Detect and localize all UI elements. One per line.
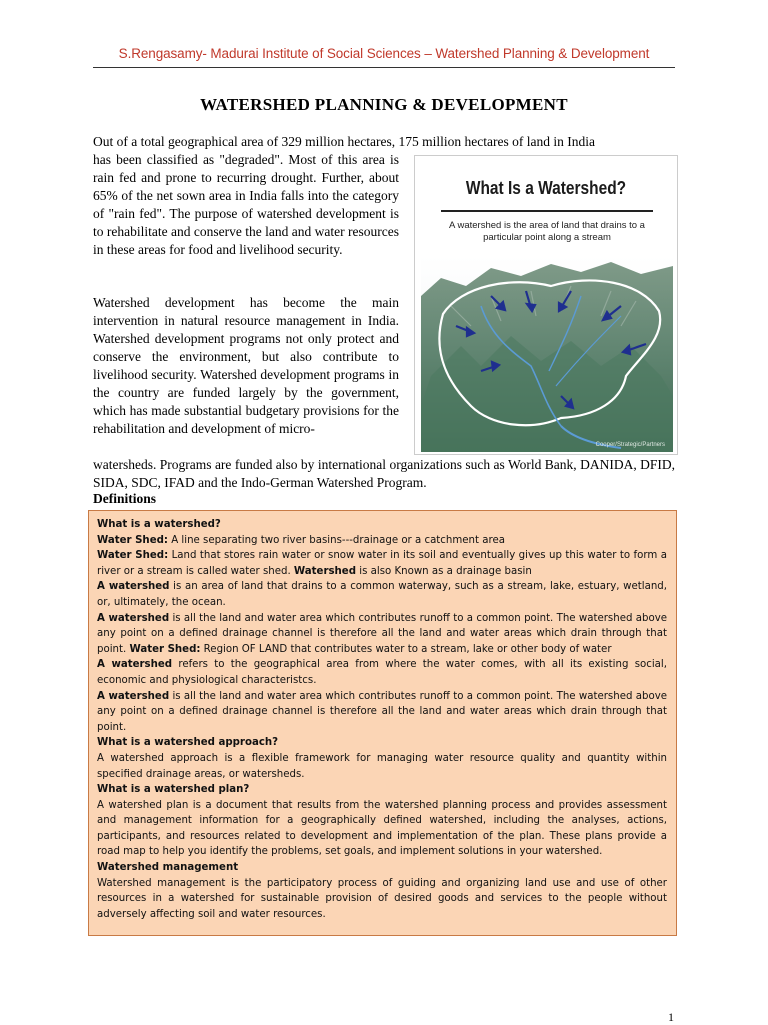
figure-caption: A watershed is the area of land that drains to a particular point along a stream bbox=[449, 220, 645, 243]
watershed-terrain-image bbox=[421, 256, 673, 452]
intro-paragraph: has been classified as "degraded". Most of this area is rain fed and prone to recurring drought. Further, about 65% of the net sown area in India falls into the category of "rain fed". The purpose of watershed development is to rehabilitate and conserve the land and water resources in these areas for food and livelihood security. bbox=[93, 152, 399, 257]
figure-credit: Cooper/Strategic/Partners bbox=[595, 442, 665, 448]
answer-watershed-approach: A watershed approach is a flexible framework for managing water resource quality and quantity within specified drainage areas, or watersheds. bbox=[97, 752, 667, 780]
definitions-box bbox=[88, 510, 677, 936]
definitions-heading: Definitions bbox=[93, 491, 157, 506]
definition-term: A watershed bbox=[97, 612, 170, 624]
definition-term: Water Shed: bbox=[97, 550, 169, 562]
definition-term: Watershed bbox=[293, 565, 356, 577]
answer-watershed-plan: A watershed plan is a document that results from the watershed planning process and provides assessment and management information for a geographically defined watershed, including the analyses, actions, participants, and resources related to development and implementation of the plan. These plans provide a road map to help you identify the problems, set goals, and implement solutions in your watershed. bbox=[97, 799, 667, 858]
funding-paragraph: Watershed development has become the main intervention in natural resource management in India. Watershed development programs not only protect and conserve the environment, but also contribute to livelihood security. Watershed development programs in the country are funded largely by the government, which has made substantial budgetary provisions for the rehabilitation and development of micro- bbox=[93, 295, 399, 436]
intro-first-line: Out of a total geographical area of 329 million hectares, 175 million hectares of land in India bbox=[93, 134, 595, 149]
definition-term: Water Shed: bbox=[129, 643, 201, 655]
funding-paragraph-continued: watersheds. Programs are funded also by international organizations such as World Bank, DANIDA, DFID, SIDA, SDC, IFAD and the Indo-German Watershed Program. bbox=[93, 457, 675, 490]
definition-term: A watershed bbox=[97, 581, 170, 593]
page-number: 1 bbox=[668, 1010, 674, 1024]
figure-rule bbox=[441, 210, 653, 212]
definition-text: is all the land and water area which contributes runoff to a common point. The watershed above any point on a defined drainage channel is therefore all the land and water areas which drain through that point. bbox=[97, 690, 667, 733]
definition-text: Land that stores rain water or snow water in its soil and eventually gives up this water to form a river or a stream is called water shed. bbox=[97, 550, 667, 577]
definition-term: Water Shed: bbox=[97, 534, 168, 546]
question-watershed-plan: What is a watershed plan? bbox=[97, 784, 250, 796]
definition-term: A watershed bbox=[97, 659, 173, 671]
question-watershed-approach: What is a watershed approach? bbox=[97, 737, 279, 749]
definition-text: A line separating two river basins---drainage or a catchment area bbox=[167, 534, 505, 546]
definition-text: Region OF LAND that contributes water to a stream, lake or other body of water bbox=[200, 643, 612, 655]
answer-watershed-management: Watershed management is the participatory process of guiding and organizing land use and use of other resources in a watershed for sustainable provision of desired goods and services to the people without adversely affecting soil and water resources. bbox=[97, 877, 667, 920]
figure-title: What Is a Watershed? bbox=[465, 178, 627, 198]
question-what-is-watershed: What is a watershed? bbox=[97, 519, 221, 530]
definition-text: refers to the geographical area from where the water comes, with all its existing social, economic and physiological characteristcs. bbox=[97, 659, 667, 686]
running-header: S.Rengasamy- Madurai Institute of Social Sciences – Watershed Planning & Development bbox=[118, 46, 650, 61]
heading-watershed-management: Watershed management bbox=[97, 862, 239, 874]
watershed-figure bbox=[414, 155, 678, 455]
definition-text: is an area of land that drains to a common waterway, such as a stream, lake, estuary, wetland, or, ultimately, the ocean. bbox=[97, 581, 668, 608]
definition-text: is also Known as a drainage basin bbox=[356, 565, 532, 577]
definition-text: is all the land and water area which contributes runoff to a common point. The watershed above any point on a defined drainage channel is therefore all the land and water areas which drain through that point. bbox=[97, 612, 667, 655]
page-title: WATERSHED PLANNING & DEVELOPMENT bbox=[200, 95, 568, 114]
header-rule bbox=[93, 67, 675, 68]
definitions-content bbox=[97, 517, 667, 922]
definition-term: A watershed bbox=[97, 690, 170, 702]
